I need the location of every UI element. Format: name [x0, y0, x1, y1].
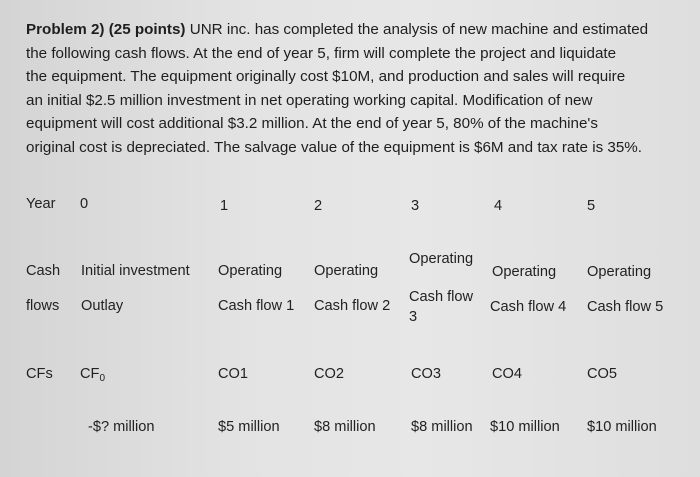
cf0-label: $CF_0$ [80, 366, 106, 384]
year-4: 4 [494, 198, 503, 214]
year-0: 0 [80, 196, 89, 212]
value-year-0: -$? million [88, 419, 155, 435]
year-1: 1 [220, 198, 229, 214]
desc-year-1-bottom: Cash flow 1 [218, 298, 295, 314]
problem-statement [26, 18, 696, 160]
desc-year-1-top: Operating [218, 263, 283, 279]
year-label: Year [26, 196, 56, 212]
value-year-5: $10 million [587, 419, 657, 435]
desc-year-0-bottom: Outlay [81, 298, 124, 314]
desc-year-5-top: Operating [587, 264, 652, 280]
problem-line-1: Problem 2) (25 points) UNR inc. has completed the analysis of new machine and estimated [26, 21, 649, 38]
desc-year-2-bottom: Cash flow 2 [314, 298, 391, 314]
flows-label: flows [26, 298, 60, 314]
problem-heading: Problem 2) (25 points) [26, 21, 186, 38]
cf-label-4: CO4 [492, 366, 523, 382]
problem-line-5: equipment will cost additional $3.2 million. At the end of year 5, 80% of the machine's [26, 115, 598, 133]
desc-year-4-top: Operating [492, 264, 557, 280]
cfs-label: CFs [26, 366, 53, 382]
cf-label-2: CO2 [314, 366, 345, 382]
desc-year-4-bottom: Cash flow 4 [490, 299, 567, 315]
desc-year-3-mid: Cash flow [409, 289, 474, 305]
value-year-3: $8 million [411, 419, 473, 435]
problem-line-4: an initial $2.5 million investment in net operating working capital. Modification of new [26, 91, 593, 109]
problem-line-6: original cost is depreciated. The salvage value of the equipment is $6M and tax rate is 35%. [26, 138, 643, 156]
cash-label: Cash [26, 263, 61, 279]
cf-label-3: CO3 [411, 366, 442, 382]
cf-label-5: CO5 [587, 366, 618, 382]
year-2: 2 [314, 198, 323, 214]
desc-year-3-top: Operating [409, 251, 474, 267]
year-3: 3 [411, 198, 420, 214]
value-year-2: $8 million [314, 419, 376, 435]
desc-year-5-bottom: Cash flow 5 [587, 299, 664, 315]
desc-year-0-top: Initial investment [81, 263, 190, 279]
desc-year-3-bottom: 3 [409, 309, 418, 325]
desc-year-2-top: Operating [314, 263, 379, 279]
year-5: 5 [587, 198, 596, 214]
value-year-4: $10 million [490, 419, 560, 435]
value-year-1: $5 million [218, 419, 280, 435]
problem-line-3: the equipment. The equipment originally cost $10M, and production and sales will require [26, 68, 626, 86]
cf-label-1: CO1 [218, 366, 249, 382]
problem-line-2: the following cash flows. At the end of year 5, firm will complete the project and liquidate [26, 44, 617, 62]
